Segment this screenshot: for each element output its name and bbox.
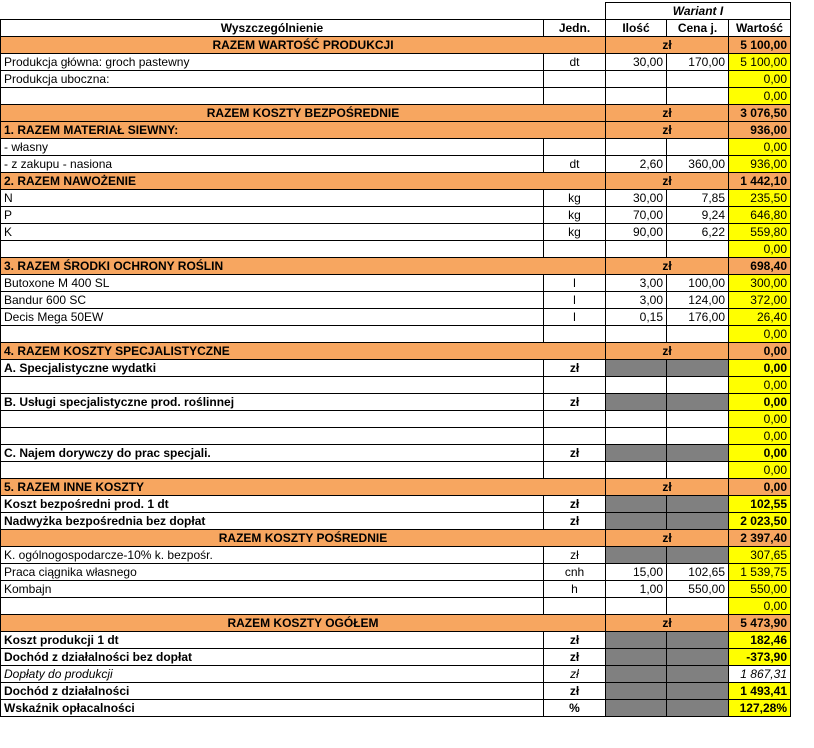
row-label: 4. RAZEM KOSZTY SPECJALISTYCZNE (1, 343, 606, 360)
row-price: 102,65 (667, 564, 729, 581)
table-row (1, 54, 791, 71)
row-price (667, 71, 729, 88)
row-price: 124,00 (667, 292, 729, 309)
row-price: 6,22 (667, 224, 729, 241)
row-quantity (606, 632, 667, 649)
row-label (1, 377, 544, 394)
row-price (667, 360, 729, 377)
row-value: 0,00 (729, 326, 791, 343)
row-unit: zł (544, 496, 606, 513)
table-row (1, 224, 791, 241)
row-label: 3. RAZEM ŚRODKI OCHRONY ROŚLIN (1, 258, 606, 275)
row-value: 0,00 (729, 598, 791, 615)
table-row (1, 326, 791, 343)
row-label: N (1, 190, 544, 207)
row-value: 0,00 (729, 241, 791, 258)
row-label: - z zakupu - nasiona (1, 156, 544, 173)
row-value: 0,00 (729, 462, 791, 479)
table-row (1, 275, 791, 292)
row-unit (544, 326, 606, 343)
row-price (667, 632, 729, 649)
row-value: 0,00 (729, 377, 791, 394)
row-quantity (606, 462, 667, 479)
row-unit (544, 71, 606, 88)
row-value: 3 076,50 (729, 105, 791, 122)
row-value: 5 100,00 (729, 37, 791, 54)
table-row (1, 598, 791, 615)
table-row (1, 122, 791, 139)
row-label: P (1, 207, 544, 224)
row-price (667, 496, 729, 513)
table-row (1, 241, 791, 258)
row-price (667, 666, 729, 683)
table-row (1, 445, 791, 462)
row-label: Decis Mega 50EW (1, 309, 544, 326)
row-label: RAZEM KOSZTY BEZPOŚREDNIE (1, 105, 606, 122)
row-label: Produkcja uboczna: (1, 71, 544, 88)
row-quantity (606, 496, 667, 513)
table-row (1, 156, 791, 173)
row-price (667, 513, 729, 530)
table-row (1, 207, 791, 224)
row-price (667, 445, 729, 462)
row-unit: l (544, 309, 606, 326)
row-unit (544, 462, 606, 479)
variant-row (1, 3, 791, 20)
row-unit: zł (606, 173, 729, 190)
row-label: 5. RAZEM INNE KOSZTY (1, 479, 606, 496)
table-row (1, 71, 791, 88)
row-price (667, 700, 729, 717)
row-value: 0,00 (729, 445, 791, 462)
row-quantity (606, 513, 667, 530)
row-label: Wskaźnik opłacalności (1, 700, 544, 717)
row-quantity (606, 88, 667, 105)
row-price: 550,00 (667, 581, 729, 598)
row-label: Dopłaty do produkcji (1, 666, 544, 683)
row-unit: zł (544, 632, 606, 649)
row-value: 0,00 (729, 428, 791, 445)
row-unit: zł (606, 615, 729, 632)
row-price: 176,00 (667, 309, 729, 326)
row-quantity (606, 394, 667, 411)
row-value: -373,90 (729, 649, 791, 666)
row-value: 0,00 (729, 479, 791, 496)
row-quantity (606, 666, 667, 683)
row-label: Produkcja główna: groch pastewny (1, 54, 544, 71)
row-value: 936,00 (729, 122, 791, 139)
table-row (1, 496, 791, 513)
row-quantity: 2,60 (606, 156, 667, 173)
table-row (1, 309, 791, 326)
row-label: RAZEM WARTOŚĆ PRODUKCJI (1, 37, 606, 54)
row-quantity (606, 598, 667, 615)
row-label: Kombajn (1, 581, 544, 598)
variant-title: Wariant I (606, 3, 791, 20)
row-label (1, 241, 544, 258)
row-value: 235,50 (729, 190, 791, 207)
row-quantity: 3,00 (606, 275, 667, 292)
row-quantity: 30,00 (606, 54, 667, 71)
table-row (1, 530, 791, 547)
row-label: 1. RAZEM MATERIAŁ SIEWNY: (1, 122, 606, 139)
row-label: B. Usługi specjalistyczne prod. roślinnej (1, 394, 544, 411)
row-unit: dt (544, 156, 606, 173)
row-label (1, 326, 544, 343)
row-quantity: 70,00 (606, 207, 667, 224)
row-unit: dt (544, 54, 606, 71)
table-row (1, 666, 791, 683)
row-label: - własny (1, 139, 544, 156)
row-quantity (606, 649, 667, 666)
table-row (1, 173, 791, 190)
table-row (1, 513, 791, 530)
row-unit (544, 88, 606, 105)
row-label: Koszt bezpośredni prod. 1 dt (1, 496, 544, 513)
row-value: 0,00 (729, 411, 791, 428)
row-value: 1 539,75 (729, 564, 791, 581)
row-value: 646,80 (729, 207, 791, 224)
row-label: Praca ciągnika własnego (1, 564, 544, 581)
row-value: 559,80 (729, 224, 791, 241)
row-price (667, 88, 729, 105)
row-label: Dochód z działalności (1, 683, 544, 700)
table-row (1, 360, 791, 377)
row-unit: zł (544, 666, 606, 683)
row-label: C. Najem dorywczy do prac specjali. (1, 445, 544, 462)
table-row (1, 37, 791, 54)
row-unit: h (544, 581, 606, 598)
header-row (1, 20, 791, 37)
row-quantity: 15,00 (606, 564, 667, 581)
row-price: 360,00 (667, 156, 729, 173)
table-row (1, 394, 791, 411)
row-price (667, 241, 729, 258)
table-row (1, 190, 791, 207)
row-label: K. ogólnogospodarcze-10% k. bezpośr. (1, 547, 544, 564)
row-price (667, 411, 729, 428)
table-row (1, 105, 791, 122)
row-value: 1 493,41 (729, 683, 791, 700)
row-unit (544, 377, 606, 394)
row-value: 5 100,00 (729, 54, 791, 71)
row-value: 0,00 (729, 139, 791, 156)
row-price (667, 326, 729, 343)
row-label (1, 88, 544, 105)
row-label: Dochód z działalności bez dopłat (1, 649, 544, 666)
row-label: Bandur 600 SC (1, 292, 544, 309)
row-label (1, 428, 544, 445)
row-price (667, 462, 729, 479)
row-price: 100,00 (667, 275, 729, 292)
row-unit: zł (606, 105, 729, 122)
row-unit: kg (544, 224, 606, 241)
row-price (667, 394, 729, 411)
header-value: Wartość (729, 20, 791, 37)
row-unit: % (544, 700, 606, 717)
row-value: 300,00 (729, 275, 791, 292)
row-price (667, 377, 729, 394)
row-price: 170,00 (667, 54, 729, 71)
row-value: 5 473,90 (729, 615, 791, 632)
row-value: 0,00 (729, 88, 791, 105)
table-row (1, 292, 791, 309)
row-unit (544, 411, 606, 428)
row-quantity (606, 139, 667, 156)
row-unit (544, 139, 606, 156)
row-unit (544, 241, 606, 258)
table-row (1, 649, 791, 666)
row-unit: cnh (544, 564, 606, 581)
row-label (1, 411, 544, 428)
row-quantity: 1,00 (606, 581, 667, 598)
table-row (1, 343, 791, 360)
row-quantity (606, 377, 667, 394)
row-quantity: 30,00 (606, 190, 667, 207)
row-unit: kg (544, 207, 606, 224)
table-row (1, 700, 791, 717)
row-quantity: 0,15 (606, 309, 667, 326)
row-unit: kg (544, 190, 606, 207)
row-quantity: 90,00 (606, 224, 667, 241)
row-value: 0,00 (729, 71, 791, 88)
row-price (667, 683, 729, 700)
row-quantity (606, 71, 667, 88)
header-description: Wyszczególnienie (1, 20, 544, 37)
row-label: Nadwyżka bezpośrednia bez dopłat (1, 513, 544, 530)
row-unit: zł (606, 258, 729, 275)
row-label: RAZEM KOSZTY OGÓŁEM (1, 615, 606, 632)
row-unit: zł (606, 479, 729, 496)
table-row (1, 683, 791, 700)
row-unit (544, 598, 606, 615)
row-label: RAZEM KOSZTY POŚREDNIE (1, 530, 606, 547)
table-row (1, 581, 791, 598)
row-quantity (606, 683, 667, 700)
row-unit: l (544, 275, 606, 292)
row-price: 9,24 (667, 207, 729, 224)
row-value: 182,46 (729, 632, 791, 649)
table-row (1, 258, 791, 275)
header-unit: Jedn. (544, 20, 606, 37)
row-label (1, 462, 544, 479)
table-row (1, 377, 791, 394)
row-price (667, 649, 729, 666)
row-quantity (606, 241, 667, 258)
row-quantity (606, 411, 667, 428)
row-value: 372,00 (729, 292, 791, 309)
row-value: 2 023,50 (729, 513, 791, 530)
table-row (1, 547, 791, 564)
row-label: Butoxone M 400 SL (1, 275, 544, 292)
row-label: A. Specjalistyczne wydatki (1, 360, 544, 377)
row-value: 698,40 (729, 258, 791, 275)
row-quantity (606, 445, 667, 462)
row-price (667, 598, 729, 615)
row-value: 1 442,10 (729, 173, 791, 190)
row-unit: zł (606, 37, 729, 54)
row-unit: zł (544, 649, 606, 666)
table-row (1, 462, 791, 479)
row-unit: zł (544, 445, 606, 462)
row-unit: zł (606, 530, 729, 547)
row-label: K (1, 224, 544, 241)
row-price (667, 139, 729, 156)
header-quantity: Ilość (606, 20, 667, 37)
row-price: 7,85 (667, 190, 729, 207)
row-value: 2 397,40 (729, 530, 791, 547)
row-price (667, 428, 729, 445)
table-row (1, 428, 791, 445)
row-value: 550,00 (729, 581, 791, 598)
row-unit: zł (544, 513, 606, 530)
table-row (1, 564, 791, 581)
row-price (667, 547, 729, 564)
row-value: 936,00 (729, 156, 791, 173)
row-label: Koszt produkcji 1 dt (1, 632, 544, 649)
row-value: 0,00 (729, 343, 791, 360)
row-quantity (606, 326, 667, 343)
row-value: 307,65 (729, 547, 791, 564)
row-unit: zł (544, 683, 606, 700)
row-unit: zł (606, 122, 729, 139)
row-quantity (606, 700, 667, 717)
row-unit: zł (544, 360, 606, 377)
row-label: 2. RAZEM NAWOŻENIE (1, 173, 606, 190)
row-value: 102,55 (729, 496, 791, 513)
table-row (1, 139, 791, 156)
table-row (1, 88, 791, 105)
row-quantity (606, 428, 667, 445)
row-value: 26,40 (729, 309, 791, 326)
row-unit: zł (606, 343, 729, 360)
row-quantity: 3,00 (606, 292, 667, 309)
table-row (1, 632, 791, 649)
row-unit: zł (544, 394, 606, 411)
cost-table (0, 2, 791, 717)
row-unit: zł (544, 547, 606, 564)
table-row (1, 615, 791, 632)
row-value: 0,00 (729, 394, 791, 411)
row-value: 127,28% (729, 700, 791, 717)
row-label (1, 598, 544, 615)
table-row (1, 411, 791, 428)
table-row (1, 479, 791, 496)
row-value: 0,00 (729, 360, 791, 377)
row-quantity (606, 360, 667, 377)
header-price: Cena j. (667, 20, 729, 37)
row-quantity (606, 547, 667, 564)
row-unit (544, 428, 606, 445)
row-unit: l (544, 292, 606, 309)
row-value: 1 867,31 (729, 666, 791, 683)
